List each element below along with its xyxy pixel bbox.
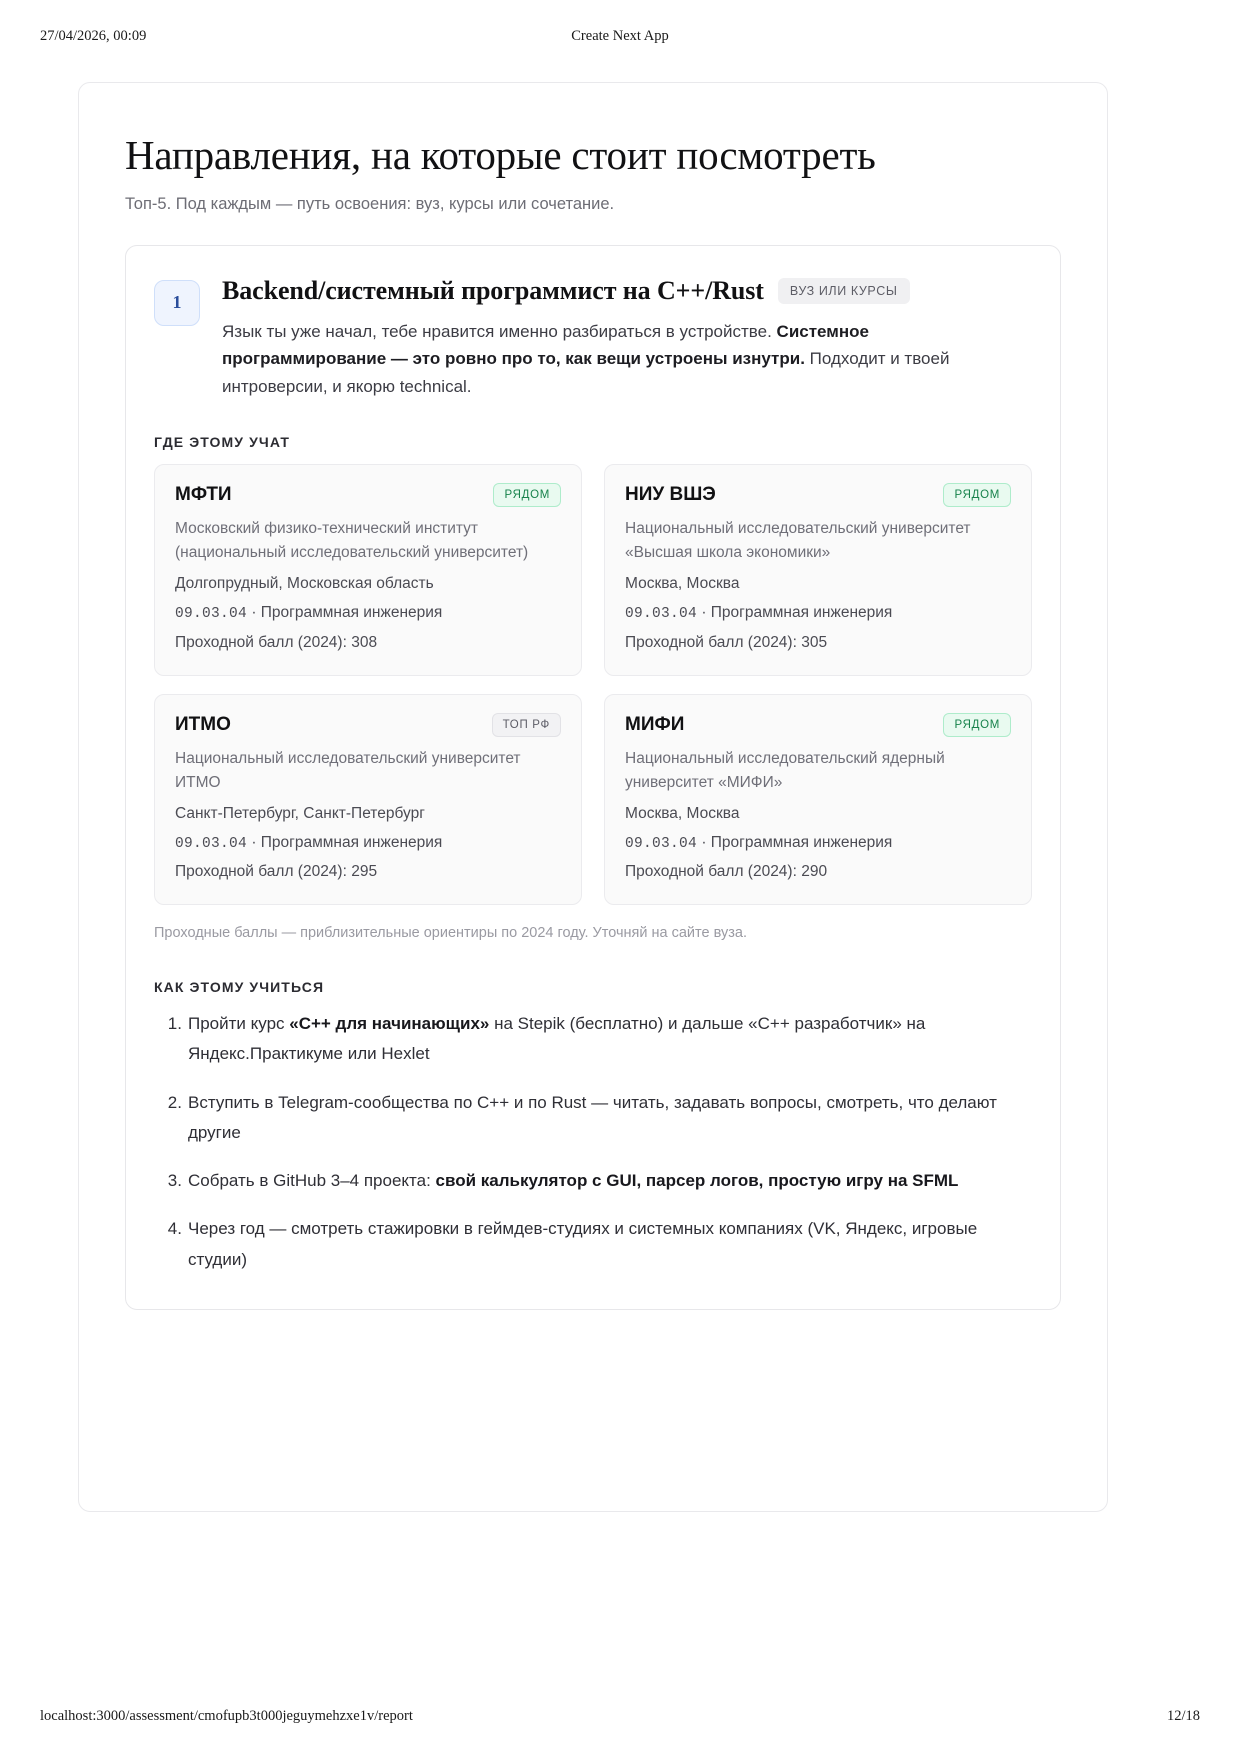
print-footer-url: localhost:3000/assessment/cmofupb3t000jeguymehzxe1v/report	[40, 1708, 413, 1724]
print-header-doc-title: Create Next App	[571, 28, 669, 44]
university-full-name: Национальный исследовательский университет ИТМО	[175, 749, 521, 791]
print-footer	[0, 1708, 1240, 1728]
study-steps-list	[154, 1009, 1032, 1275]
university-card[interactable]	[154, 694, 582, 906]
program-code: 09.03.04	[175, 606, 248, 623]
university-short-name: НИУ ВШЭ	[625, 484, 716, 506]
list-item	[188, 1214, 1032, 1275]
direction-header	[154, 276, 1032, 401]
program-name: · Программная инженерия	[251, 604, 443, 622]
direction-card	[125, 245, 1061, 1310]
step-text-bold: «C++ для начинающих»	[289, 1014, 490, 1034]
page-title: Направления, на которые стоит посмотреть	[125, 132, 876, 178]
direction-title-row	[222, 276, 1032, 306]
list-item	[188, 1166, 1032, 1196]
university-passing-score: Проходной балл (2024): 308	[175, 633, 378, 651]
university-grid	[154, 464, 1032, 905]
university-city: Москва, Москва	[625, 575, 740, 593]
print-header-datetime: 27/04/2026, 00:09	[40, 28, 147, 44]
direction-description	[222, 318, 1032, 401]
print-header	[0, 28, 1240, 48]
university-status-badge: ТОП РФ	[492, 713, 561, 737]
step-text-pre: Пройти курс	[188, 1014, 290, 1034]
step-text-pre: Вступить в Telegram-сообщества по C++ и по Rust — читать, задавать вопросы, смотреть, что делают другие	[188, 1092, 997, 1142]
university-program	[625, 831, 1011, 855]
university-status-badge: РЯДОМ	[493, 483, 561, 507]
list-item	[188, 1088, 1032, 1149]
university-card[interactable]	[604, 464, 1032, 676]
direction-description-tail: Подходит и твоей интроверсии, и якорю technical.	[222, 349, 950, 396]
step-text-post: на Stepik (бесплатно) и дальше «C++ разработчик» на Яндекс.Практикуме или Hexlet	[188, 1014, 926, 1064]
university-full-name: Национальный исследовательский университет «Высшая школа экономики»	[625, 520, 971, 562]
program-code: 09.03.04	[625, 836, 698, 852]
university-full-name: Московский физико-технический институт (национальный исследовательский университет)	[175, 520, 529, 562]
university-card[interactable]	[604, 694, 1032, 906]
program-name: · Программная инженерия	[701, 604, 893, 622]
direction-path-badge: ВУЗ ИЛИ КУРСЫ	[778, 278, 910, 304]
program-name: · Программная инженерия	[251, 834, 443, 851]
where-to-study-label: ГДЕ ЭТОМУ УЧАТ	[154, 434, 291, 451]
university-full-name: Национальный исследовательский ядерный университет «МИФИ»	[625, 749, 945, 791]
university-short-name: МИФИ	[625, 713, 685, 735]
university-program	[175, 831, 561, 855]
university-short-name: МФТИ	[175, 484, 232, 506]
university-program	[175, 601, 561, 625]
report-page-sheet	[78, 82, 1108, 1512]
print-footer-page-number: 12/18	[1166, 1708, 1200, 1724]
direction-description-lead: Язык ты уже начал, тебе нравится именно разбираться в устройстве.	[222, 321, 777, 341]
list-item	[188, 1009, 1032, 1070]
university-city: Санкт-Петербург, Санкт-Петербург	[175, 804, 425, 822]
step-text-pre: Через год — смотреть стажировки в геймдев-студиях и системных компаниях (VK, Яндекс, игровые студии)	[188, 1219, 978, 1269]
program-code: 09.03.04	[625, 606, 698, 623]
university-city: Москва, Москва	[625, 804, 740, 822]
university-card[interactable]	[154, 464, 582, 676]
direction-description-emphasis: Системное программирование — это ровно про то, как вещи устроены изнутри.	[222, 321, 869, 369]
university-city: Долгопрудный, Московская область	[175, 575, 434, 593]
program-name: · Программная инженерия	[701, 834, 893, 851]
university-short-name: ИТМО	[175, 713, 231, 735]
rank-badge: 1	[154, 280, 200, 326]
step-text-pre: Собрать в GitHub 3–4 проекта:	[188, 1171, 436, 1191]
university-status-badge: РЯДОМ	[943, 713, 1011, 737]
university-passing-score: Проходной балл (2024): 290	[625, 863, 828, 881]
page-subtitle: Топ-5. Под каждым — путь освоения: вуз, курсы или сочетание.	[125, 194, 615, 213]
direction-title: Backend/системный программист на C++/Rust	[222, 275, 764, 305]
step-text-bold: свой калькулятор с GUI, парсер логов, простую игру на SFML	[435, 1171, 959, 1191]
university-program	[625, 601, 1011, 625]
how-to-study-label: КАК ЭТОМУ УЧИТЬСЯ	[154, 979, 325, 996]
university-passing-score: Проходной балл (2024): 295	[175, 863, 378, 881]
university-passing-score: Проходной балл (2024): 305	[625, 633, 828, 651]
program-code: 09.03.04	[175, 836, 248, 852]
passing-score-disclaimer: Проходные баллы — приблизительные ориентиры по 2024 году. Уточняй на сайте вуза.	[154, 925, 747, 942]
university-status-badge: РЯДОМ	[943, 483, 1011, 507]
